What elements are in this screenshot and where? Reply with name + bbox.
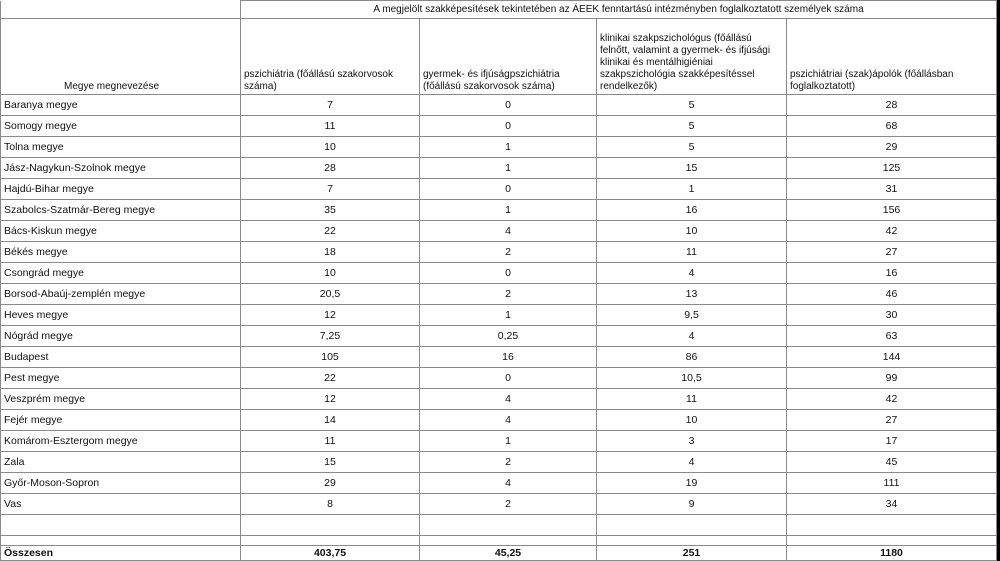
column-header-clinical-psychologist: klinikai szakpszichológus (főállású felnőtt, valamint a gyermek- és ifjúsági klinikai és mentálhigiéniai szakpszichológia szakképesítéssel rendelkezők) <box>597 19 787 95</box>
psychiatry-value-cell: 11 <box>241 431 420 452</box>
psychiatry-value-cell: 105 <box>241 347 420 368</box>
psychiatry-value-cell: 28 <box>241 158 420 179</box>
clinical-psychologist-value-cell: 4 <box>597 326 787 347</box>
table-row <box>1 410 997 431</box>
county-name-cell: Bács-Kiskun megye <box>1 221 241 242</box>
header-corner-cell <box>1 1 241 19</box>
clinical-psychologist-value-cell: 10 <box>597 410 787 431</box>
psychiatry-value-cell: 11 <box>241 116 420 137</box>
county-name-cell: Somogy megye <box>1 116 241 137</box>
county-name-cell: Tolna megye <box>1 137 241 158</box>
psychiatric-nurses-value-cell: 45 <box>787 452 997 473</box>
psychiatric-nurses-value-cell: 27 <box>787 242 997 263</box>
table-row <box>1 389 997 410</box>
psychiatric-nurses-value-cell: 27 <box>787 410 997 431</box>
county-name-cell: Fejér megye <box>1 410 241 431</box>
county-name-cell: Békés megye <box>1 242 241 263</box>
total-label-cell: Összesen <box>1 546 241 561</box>
county-name-cell: Zala <box>1 452 241 473</box>
table-row <box>1 452 997 473</box>
table-row <box>1 116 997 137</box>
table-row <box>1 326 997 347</box>
empty-cell <box>597 515 787 536</box>
psychiatry-total-cell: 403,75 <box>241 546 420 561</box>
psychiatric-nurses-value-cell: 17 <box>787 431 997 452</box>
spacer-cell <box>420 536 597 546</box>
county-name-cell: Heves megye <box>1 305 241 326</box>
child-psychiatry-value-cell: 4 <box>420 410 597 431</box>
child-psychiatry-value-cell: 1 <box>420 305 597 326</box>
county-name-cell: Győr-Moson-Sopron <box>1 473 241 494</box>
table-row <box>1 221 997 242</box>
psychiatric-nurses-value-cell: 125 <box>787 158 997 179</box>
clinical-psychologist-value-cell: 5 <box>597 137 787 158</box>
spacer-cell <box>597 536 787 546</box>
table-row <box>1 473 997 494</box>
table-row <box>1 368 997 389</box>
child-psychiatry-value-cell: 0 <box>420 95 597 116</box>
county-name-cell: Baranya megye <box>1 95 241 116</box>
column-header-row <box>1 19 997 95</box>
psychiatry-value-cell: 14 <box>241 410 420 431</box>
county-name-cell: Borsod-Abaúj-zemplén megye <box>1 284 241 305</box>
child-psychiatry-value-cell: 0 <box>420 179 597 200</box>
child-psychiatry-value-cell: 0 <box>420 116 597 137</box>
table-row <box>1 284 997 305</box>
psychiatric-nurses-value-cell: 29 <box>787 137 997 158</box>
column-header-county: Megye megnevezése <box>1 19 241 95</box>
total-row <box>1 546 997 561</box>
child-psychiatry-value-cell: 4 <box>420 473 597 494</box>
column-header-child-psychiatry: gyermek- és ifjúságpszichiátria (főállású szakorvosok száma) <box>420 19 597 95</box>
clinical-psychologist-value-cell: 5 <box>597 116 787 137</box>
column-header-psychiatry: pszichiátria (főállású szakorvosok száma) <box>241 19 420 95</box>
county-name-cell: Hajdú-Bihar megye <box>1 179 241 200</box>
psychiatry-value-cell: 7 <box>241 179 420 200</box>
psychiatric-nurses-value-cell: 111 <box>787 473 997 494</box>
child-psychiatry-value-cell: 1 <box>420 200 597 221</box>
clinical-psychologist-value-cell: 5 <box>597 95 787 116</box>
spacer-row <box>1 536 997 546</box>
empty-cell <box>241 515 420 536</box>
clinical-psychologist-value-cell: 10,5 <box>597 368 787 389</box>
spacer-cell <box>787 536 997 546</box>
child-psychiatry-value-cell: 2 <box>420 494 597 515</box>
clinical-psychologist-value-cell: 1 <box>597 179 787 200</box>
table-row <box>1 263 997 284</box>
child-psychiatry-value-cell: 4 <box>420 221 597 242</box>
table-row <box>1 158 997 179</box>
child-psychiatry-value-cell: 16 <box>420 347 597 368</box>
child-psychiatry-total-cell: 45,25 <box>420 546 597 561</box>
psychiatry-value-cell: 22 <box>241 368 420 389</box>
psychiatry-value-cell: 8 <box>241 494 420 515</box>
table-row <box>1 179 997 200</box>
psychiatry-value-cell: 12 <box>241 389 420 410</box>
child-psychiatry-value-cell: 1 <box>420 158 597 179</box>
table-row <box>1 305 997 326</box>
clinical-psychologist-value-cell: 13 <box>597 284 787 305</box>
psychiatric-nurses-value-cell: 42 <box>787 221 997 242</box>
table-row <box>1 95 997 116</box>
psychiatry-value-cell: 35 <box>241 200 420 221</box>
child-psychiatry-value-cell: 1 <box>420 137 597 158</box>
clinical-psychologist-value-cell: 16 <box>597 200 787 221</box>
clinical-psychologist-value-cell: 4 <box>597 263 787 284</box>
psychiatric-nurses-value-cell: 99 <box>787 368 997 389</box>
psychiatry-value-cell: 7 <box>241 95 420 116</box>
table-row <box>1 242 997 263</box>
psychiatric-nurses-value-cell: 42 <box>787 389 997 410</box>
clinical-psychologist-value-cell: 19 <box>597 473 787 494</box>
psychiatry-value-cell: 10 <box>241 137 420 158</box>
county-name-cell: Nógrád megye <box>1 326 241 347</box>
county-name-cell: Veszprém megye <box>1 389 241 410</box>
table-row <box>1 431 997 452</box>
psychiatric-nurses-value-cell: 28 <box>787 95 997 116</box>
clinical-psychologist-value-cell: 10 <box>597 221 787 242</box>
child-psychiatry-value-cell: 1 <box>420 431 597 452</box>
psychiatry-value-cell: 20,5 <box>241 284 420 305</box>
column-header-psychiatric-nurses: pszichiátriai (szak)ápolók (főállásban foglalkoztatott) <box>787 19 997 95</box>
empty-cell <box>420 515 597 536</box>
psychiatric-nurses-value-cell: 63 <box>787 326 997 347</box>
psychiatry-value-cell: 29 <box>241 473 420 494</box>
table-row <box>1 137 997 158</box>
clinical-psychologist-value-cell: 9,5 <box>597 305 787 326</box>
spacer-cell <box>241 536 420 546</box>
clinical-psychologist-value-cell: 11 <box>597 242 787 263</box>
clinical-psychologist-value-cell: 86 <box>597 347 787 368</box>
spacer-cell <box>1 536 241 546</box>
county-name-cell: Vas <box>1 494 241 515</box>
child-psychiatry-value-cell: 2 <box>420 452 597 473</box>
county-name-cell: Csongrád megye <box>1 263 241 284</box>
table-row <box>1 494 997 515</box>
psychiatric-nurses-value-cell: 16 <box>787 263 997 284</box>
clinical-psychologist-value-cell: 3 <box>597 431 787 452</box>
county-name-cell: Budapest <box>1 347 241 368</box>
super-header: A megjelölt szakképesítések tekintetében az ÁEEK fenntartású intézményben foglalkoztatott személyek száma <box>241 1 997 19</box>
psychiatry-value-cell: 18 <box>241 242 420 263</box>
child-psychiatry-value-cell: 2 <box>420 242 597 263</box>
county-name-cell: Jász-Nagykun-Szolnok megye <box>1 158 241 179</box>
psychiatry-value-cell: 15 <box>241 452 420 473</box>
psychiatry-value-cell: 22 <box>241 221 420 242</box>
psychiatric-nurses-value-cell: 34 <box>787 494 997 515</box>
child-psychiatry-value-cell: 0 <box>420 368 597 389</box>
empty-cell <box>1 515 241 536</box>
psychiatric-nurses-value-cell: 156 <box>787 200 997 221</box>
psychiatry-value-cell: 7,25 <box>241 326 420 347</box>
psychiatric-nurses-value-cell: 68 <box>787 116 997 137</box>
psychiatric-nurses-value-cell: 46 <box>787 284 997 305</box>
clinical-psychologist-value-cell: 11 <box>597 389 787 410</box>
county-name-cell: Szabolcs-Szatmár-Bereg megye <box>1 200 241 221</box>
empty-row <box>1 515 997 536</box>
psychiatric-nurses-value-cell: 144 <box>787 347 997 368</box>
table-row <box>1 200 997 221</box>
psychiatric-nurses-value-cell: 31 <box>787 179 997 200</box>
table-row <box>1 347 997 368</box>
super-header-row <box>1 1 997 19</box>
clinical-psychologist-value-cell: 9 <box>597 494 787 515</box>
psychiatric-nurses-value-cell: 30 <box>787 305 997 326</box>
empty-cell <box>787 515 997 536</box>
psychiatry-value-cell: 12 <box>241 305 420 326</box>
clinical-psychologist-value-cell: 4 <box>597 452 787 473</box>
psychiatry-value-cell: 10 <box>241 263 420 284</box>
clinical-psychologist-value-cell: 15 <box>597 158 787 179</box>
psychiatric-nurses-total-cell: 1180 <box>787 546 997 561</box>
child-psychiatry-value-cell: 4 <box>420 389 597 410</box>
clinical-psychologist-total-cell: 251 <box>597 546 787 561</box>
child-psychiatry-value-cell: 0,25 <box>420 326 597 347</box>
county-name-cell: Pest megye <box>1 368 241 389</box>
child-psychiatry-value-cell: 2 <box>420 284 597 305</box>
child-psychiatry-value-cell: 0 <box>420 263 597 284</box>
county-name-cell: Komárom-Esztergom megye <box>1 431 241 452</box>
